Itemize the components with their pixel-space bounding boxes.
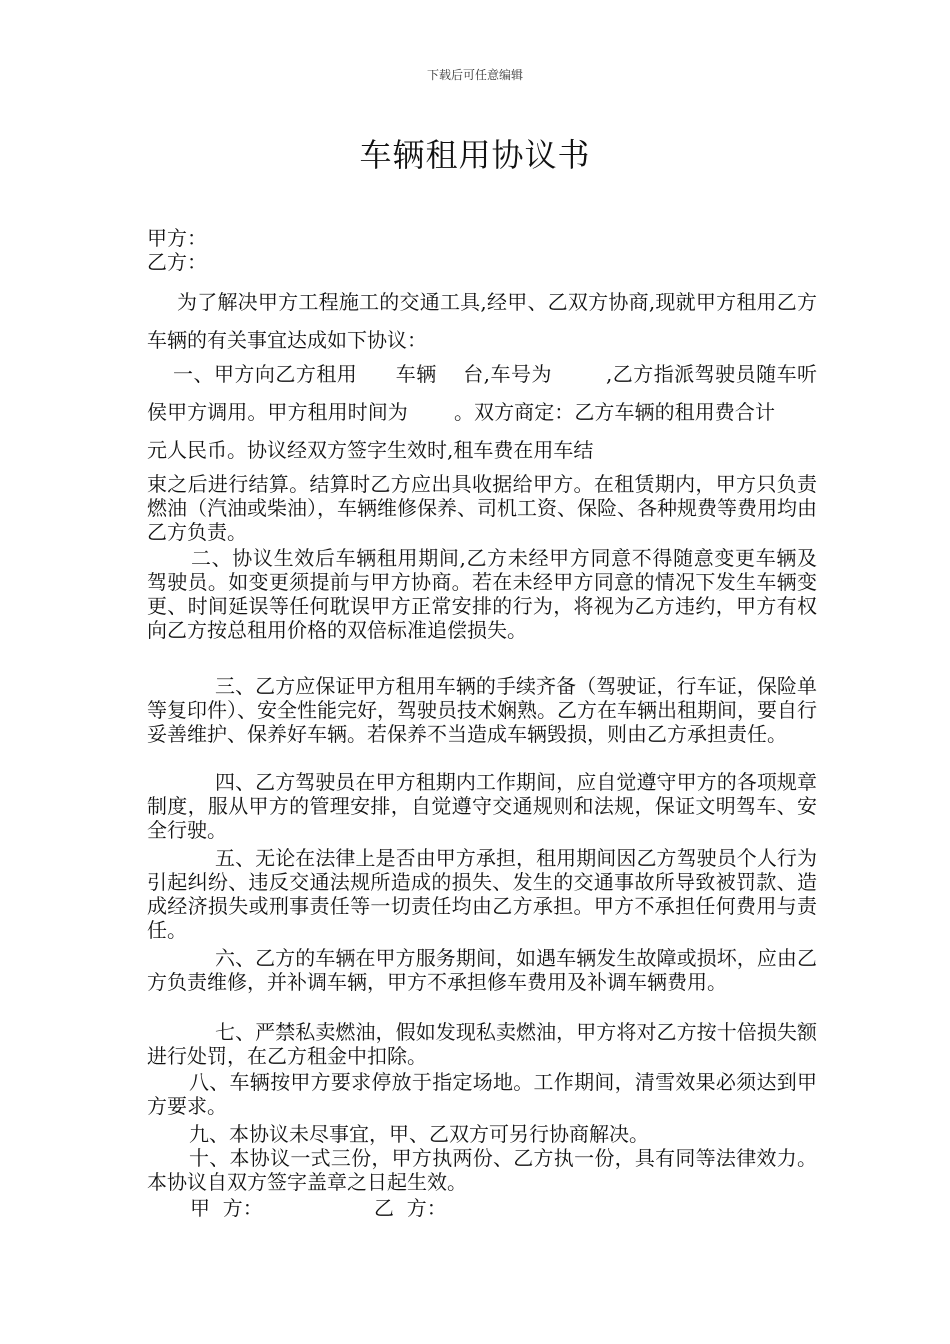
signature-party-b: 乙 方： [374,1196,447,1220]
clause-1-a: 一、甲方向乙方租用 [173,362,358,386]
clause-3: 三、乙方应保证甲方租用车辆的手续齐备（驾驶证，行车证，保险单等复印件）、安全性能完好，驾驶员技术娴熟。乙方在车辆出租期间，要自行妥善维护、保养好车辆。若保养不当造成车辆毁损，则由乙方承担责任。 [147,674,817,746]
clause-5: 五、无论在法律上是否由甲方承担，租用期间因乙方驾驶员个人行为引起纠纷、违反交通法规所造成的损失、发生的交通事故所导致被罚款、造成经济损失或刑事责任等一切责任均由乙方承担。甲方不承担任何费用与责任。 [147,846,817,942]
signature-row [190,1196,447,1220]
clause-1-b: 车辆 [395,362,437,386]
clause-1-f: 元人民币。协议经双方签字生效时,租车费在用车结 [147,438,594,462]
clause-1-part2: 束之后进行结算。结算时乙方应出具收据给甲方。在租赁期内，甲方只负责燃油（汽油或柴油），车辆维修保养、司机工资、保险、各种规费等费用均由乙方负责。 [147,472,817,544]
clause-8: 八、车辆按甲方要求停放于指定场地。工作期间，清雪效果必须达到甲方要求。 [147,1070,817,1118]
clause-9: 九、本协议未尽事宜，甲、乙双方可另行协商解决。 [189,1122,649,1146]
clause-1-c: 台,车号为 [462,362,552,386]
clause-6: 六、乙方的车辆在甲方服务期间，如遇车辆发生故障或损坏，应由乙方负责维修，并补调车辆，甲方不承担修车费用及补调车辆费用。 [147,946,817,994]
party-b-label: 乙方： [147,250,207,274]
document-title: 车辆租用协议书 [359,136,591,174]
party-a-label: 甲方： [147,226,207,250]
clause-1-d: ,乙方指派驾驶员随车听侯甲方调用。甲方租用时间为 [147,362,818,424]
intro-paragraph: 为了解决甲方工程施工的交通工具,经甲、乙双方协商,现就甲方租用乙方车辆的有关事宜达成如下协议： [147,290,817,352]
clause-7: 七、严禁私卖燃油，假如发现私卖燃油，甲方将对乙方按十倍损失额进行处罚，在乙方租金中扣除。 [147,1020,817,1068]
clause-1-e: 。双方商定：乙方车辆的租用费合计 [453,400,776,424]
clause-10: 十、本协议一式三份，甲方执两份、乙方执一份，具有同等法律效力。本协议自双方签字盖章之日起生效。 [147,1146,817,1194]
clause-2: 二、协议生效后车辆租用期间,乙方未经甲方同意不得随意变更车辆及驾驶员。如变更须提前与甲方协商。若在未经甲方同意的情况下发生车辆变更、时间延误等任何耽误甲方正常安排的行为，将视为乙方违约，甲方有权向乙方按总租用价格的双倍标准追偿损失。 [147,546,817,642]
clause-1-part1 [147,355,817,469]
signature-party-a: 甲 方： [190,1196,263,1220]
header-note: 下载后可任意编辑 [426,68,523,82]
clause-4: 四、乙方驾驶员在甲方租期内工作期间，应自觉遵守甲方的各项规章制度，服从甲方的管理安排，自觉遵守交通规则和法规，保证文明驾车、安全行驶。 [147,770,817,842]
